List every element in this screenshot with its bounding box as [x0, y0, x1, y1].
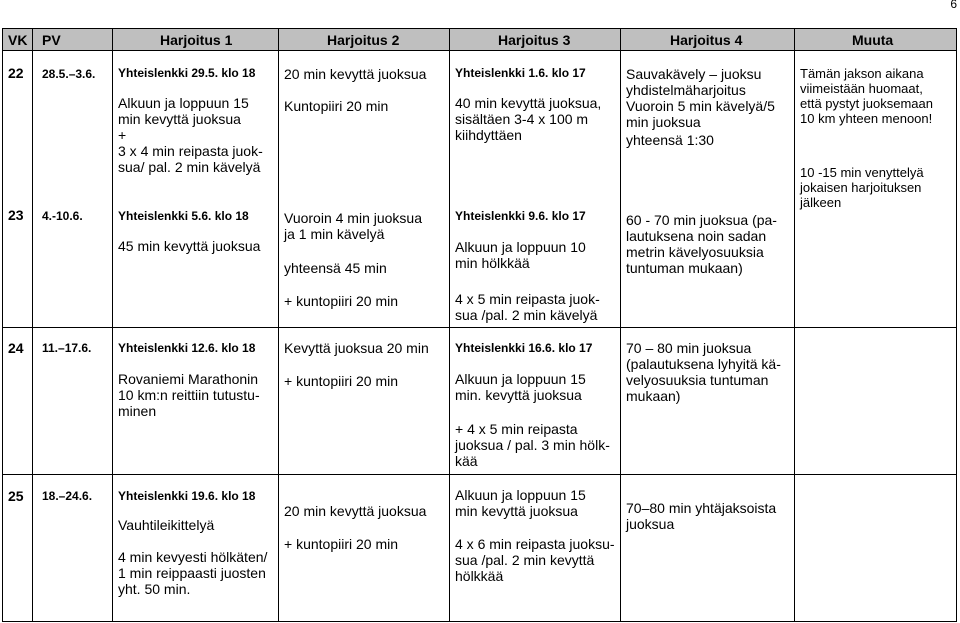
week-number: 25 [8, 488, 24, 504]
session-text: 4 x 5 min reipasta juok- sua /pal. 2 min kävelyä [455, 291, 600, 323]
muuta-note: Tämän jakson aikana viimeistään huomaat, että pystyt juoksemaan 10 km yhteen menoon! [800, 66, 933, 126]
muuta-note: 10 -15 min venyttelyä jokaisen harjoituksen jälkeen [800, 165, 924, 210]
column-divider [278, 29, 279, 621]
session-text: Alkuun ja loppuun 10 min hölkkää [455, 239, 586, 271]
week-number: 22 [8, 65, 24, 81]
session-title: Yhteislenkki 5.6. klo 18 [118, 209, 249, 223]
session-text: + kuntopiiri 20 min [284, 373, 399, 389]
session-text: 4 min kevyesti hölkäten/ 1 min reippaasti juosten yht. 50 min. [118, 549, 268, 597]
week-number: 24 [8, 340, 24, 356]
session-text: Alkuun ja loppuun 15 min kevyttä juoksua [455, 487, 586, 519]
column-divider [620, 29, 621, 621]
page-number: 6 [950, 0, 957, 11]
session-title: Yhteislenkki 9.6. klo 17 [455, 209, 586, 223]
session-text: 45 min kevyttä juoksua [118, 238, 261, 254]
week-number: 23 [8, 207, 24, 223]
session-text: Vauhtileikittelyä [118, 517, 215, 533]
session-title: Yhteislenkki 12.6. klo 18 [118, 341, 256, 355]
session-text: yhteensä 45 min [284, 260, 387, 276]
session-text: Vuoroin 4 min juoksua ja 1 min kävelyä [284, 210, 423, 242]
session-title: Yhteislenkki 29.5. klo 18 [118, 66, 256, 80]
session-text: yhteensä 1:30 [626, 132, 714, 148]
session-text: Kuntopiiri 20 min [284, 98, 389, 114]
session-text: + 4 x 5 min reipasta juoksua / pal. 3 min hölk- kää [455, 421, 610, 469]
column-divider [112, 29, 113, 621]
header-muuta: Muuta [852, 32, 894, 48]
session-text: 60 - 70 min juoksua (pa- lautuksena noin sadan metrin kävelyosuuksia tuntuman mukaan) [626, 212, 777, 276]
session-text: Rovaniemi Marathonin 10 km:n reittiin tutustu- minen [118, 371, 260, 419]
session-text: 20 min kevyttä juoksua [284, 66, 427, 82]
row-divider [3, 474, 956, 475]
table-header [3, 29, 956, 51]
row-divider [3, 327, 956, 328]
session-text: + kuntopiiri 20 min [284, 293, 399, 309]
session-text: 4 x 6 min reipasta juoksu- sua /pal. 2 min kevyttä hölkkää [455, 536, 615, 584]
header-vk: VK [8, 32, 28, 48]
header-harjoitus-2: Harjoitus 2 [327, 32, 400, 48]
week-dates: 28.5.–3.6. [42, 67, 96, 81]
column-divider [32, 29, 33, 621]
session-text: Alkuun ja loppuun 15 min. kevyttä juoksua [455, 371, 586, 403]
session-text: Kevyttä juoksua 20 min [284, 340, 429, 356]
week-dates: 11.–17.6. [42, 341, 92, 355]
session-text: 70 – 80 min juoksua (palautuksena lyhyitä kä- velyosuuksia tuntuman mukaan) [626, 340, 781, 404]
header-pv: PV [42, 32, 61, 48]
week-dates: 4.-10.6. [42, 209, 83, 223]
session-text: + kuntopiiri 20 min [284, 536, 399, 552]
session-title: Yhteislenkki 1.6. klo 17 [455, 66, 586, 80]
column-divider [794, 29, 795, 621]
session-text: Sauvakävely – juoksu yhdistelmäharjoitus Vuoroin 5 min kävelyä/5 min juoksua [626, 66, 775, 130]
session-title: Yhteislenkki 16.6. klo 17 [455, 341, 593, 355]
column-divider [449, 29, 450, 621]
session-text: Alkuun ja loppuun 15 min kevyttä juoksua + 3 x 4 min reipasta juok- sua/ pal. 2 min kävelyä [118, 95, 263, 175]
header-harjoitus-3: Harjoitus 3 [498, 32, 571, 48]
session-text: 70–80 min yhtäjaksoista juoksua [626, 500, 777, 532]
header-harjoitus-1: Harjoitus 1 [160, 32, 233, 48]
header-harjoitus-4: Harjoitus 4 [670, 32, 743, 48]
session-text: 20 min kevyttä juoksua [284, 503, 427, 519]
session-title: Yhteislenkki 19.6. klo 18 [118, 489, 256, 503]
week-dates: 18.–24.6. [42, 489, 93, 503]
session-text: 40 min kevyttä juoksua, sisältäen 3-4 x 100 m kiihdyttäen [455, 95, 602, 143]
